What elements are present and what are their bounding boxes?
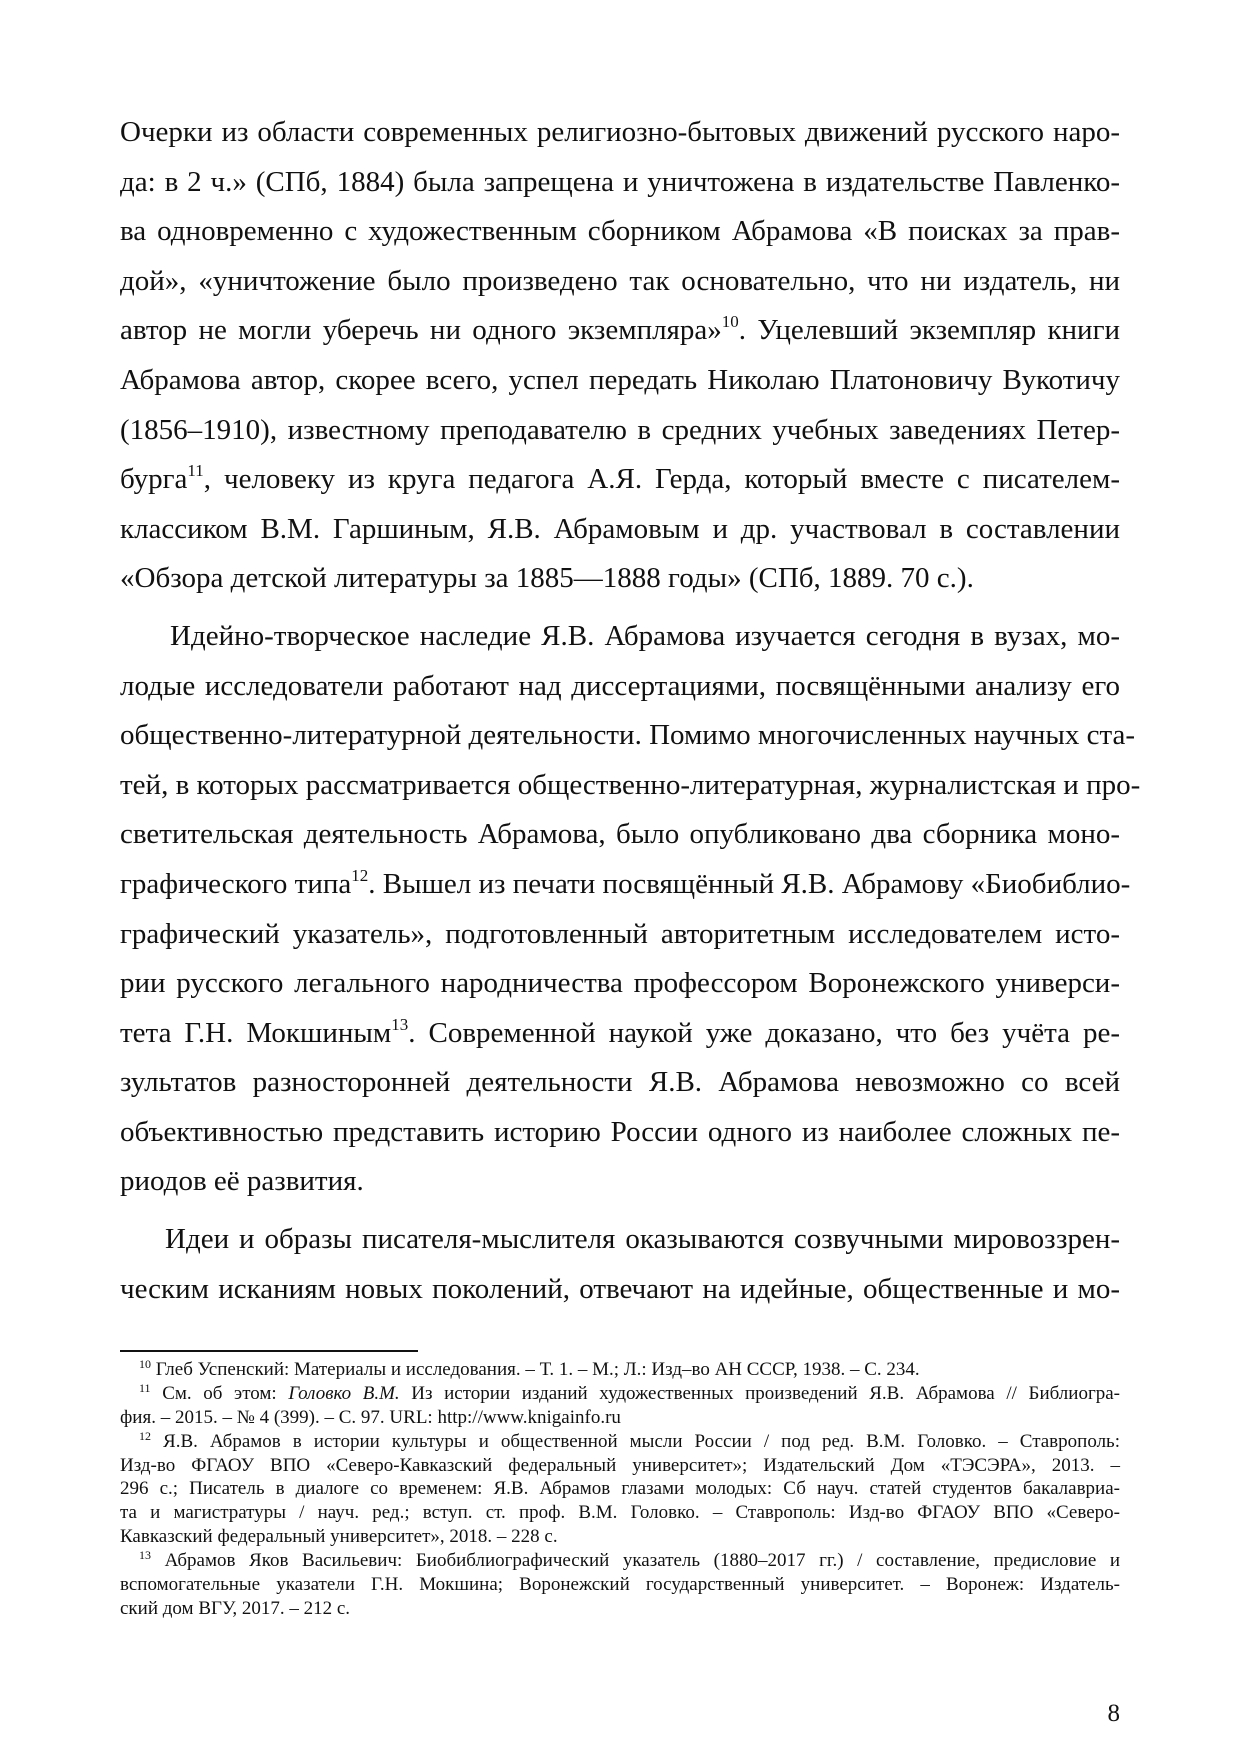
text-line: бурга$^{11}$, человеку из круга педагога А.Я. Герда, который вместе с писателем-	[120, 461, 1120, 496]
text-line: тета Г.Н. Мокшиным$^{13}$. Современной наукой уже доказано, что без учёта ре-	[120, 1014, 1120, 1049]
body-text	[120, 108, 1141, 1314]
text-line: графического типа$^{12}$. Вышел из печати посвящённый Я.В. Абрамову «Биобиблио-	[120, 865, 1131, 900]
footnote-line: ский дом ВГУ, 2017. – 212 с.	[120, 1597, 351, 1619]
text-line: графический указатель», подготовленный авторитетным исследователем исто-	[120, 917, 1120, 950]
footnote-12: $^{12}$ Я.В. Абрамов в истории культуры и общественной мысли России / под ред. В.М. Головко. – Ставрополь:	[139, 1428, 1120, 1452]
footnote-line	[120, 1406, 1120, 1430]
footnote-line: та и магистратуры / науч. ред.; вступ. ст. проф. В.М. Головко. – Ставрополь: Изд-во ФГАОУ ВПО «Северо-	[120, 1502, 1120, 1524]
text-line: объективностью представить историю России одного из наиболее сложных пе-	[120, 1115, 1120, 1148]
footnote-ref-11[interactable]: 11	[187, 461, 204, 481]
footnote-ref-13[interactable]: 13	[391, 1014, 409, 1034]
footnote-10: $^{10}$ Глеб Успенский: Материалы и исследования. – Т. 1. – М.; Л.: Изд–во АН СССР, 1938. – С. 234.	[139, 1357, 920, 1380]
text-line: автор не могли уберечь ни одного экземпляра»$^{10}$. Уцелевший экземпляр книги	[120, 312, 1120, 347]
footnote-ref-10[interactable]: 10	[721, 312, 739, 332]
footnote-line: Кавказский федеральный университет», 2018. – 228 с.	[120, 1526, 558, 1548]
text-line: Абрамова автор, скорее всего, успел передать Николаю Платоновичу Вукотичу	[120, 363, 1120, 396]
text-line: риодов её развития.	[120, 1165, 364, 1198]
text-line: да: в 2 ч.» (СПб, 1884) была запрещена и уничтожена в издательстве Павленко-	[120, 165, 1120, 198]
footnote-line: Изд-во ФГАОУ ВПО «Северо-Кавказский федеральный университет»; Издательский Дом «ТЭСЭРА», 2013. –	[120, 1454, 1120, 1476]
text-line: зультатов разносторонней деятельности Я.В. Абрамова невозможно со всей	[120, 1066, 1120, 1099]
footnote-separator	[120, 1350, 418, 1352]
footnote-line: 296 с.; Писатель в диалоге со временем: Я.В. Абрамов глазами молодых: Сб науч. статей студентов бакалавриа-	[120, 1478, 1120, 1500]
text-line: ва одновременно с художественным сборником Абрамова «В поисках за прав-	[120, 215, 1120, 248]
text-line: дой», «уничтожение было произведено так основательно, что ни издатель, ни	[120, 264, 1120, 297]
text-line: «Обзора детской литературы за 1885—1888 годы» (СПб, 1889. 70 с.).	[120, 562, 974, 595]
text-line: светительская деятельность Абрамова, было опубликовано два сборника моно-	[120, 818, 1120, 851]
text-line: классиком В.М. Гаршиным, Я.В. Абрамовым и др. участвовал в составлении	[120, 512, 1120, 545]
text-line: рии русского легального народничества профессором Воронежского универси-	[120, 967, 1120, 1000]
text-line: общественно-литературной деятельности. Помимо многочисленных научных ста-	[120, 719, 1135, 752]
footnote-line: вспомогательные указатели Г.Н. Мокшина; Воронежский государственный университет. – Воронеж: Издатель-	[120, 1574, 1120, 1596]
text-line: (1856–1910), известному преподавателю в средних учебных заведениях Петер-	[120, 413, 1120, 446]
text-line: тей, в которых рассматривается общественно-литературная, журналистская и про-	[120, 768, 1141, 801]
footnote-13: $^{13}$ Абрамов Яков Васильевич: Биобиблиографический указатель (1880–2017 гг.) / составление, предисловие и	[139, 1548, 1120, 1572]
footnote-11-line2: фия. – 2015. – № 4 (399). – С. 97. URL: http://www.knigainfo.ru	[120, 1406, 621, 1428]
footnote-11: $^{11}$ См. об этом: Головко В.М. Из истории изданий художественных произведений Я.В. Абрамова // Библиогра-	[139, 1380, 1121, 1404]
text-line: лодые исследователи работают над диссертациями, посвящёнными анализу его	[120, 669, 1120, 702]
text-line: ческим исканиям новых поколений, отвечают на идейные, общественные и мо-	[120, 1272, 1120, 1305]
footnotes	[120, 1358, 1120, 1621]
footnote-ref-12[interactable]: 12	[351, 865, 369, 885]
paragraph-start: Идеи и образы писателя-мыслителя оказываются созвучными мировоззрен-	[165, 1223, 1120, 1256]
paragraph-start: Идейно-творческое наследие Я.В. Абрамова изучается сегодня в вузах, мо-	[170, 619, 1120, 652]
page-number: 8	[1107, 1700, 1120, 1727]
text-line: Очерки из области современных религиозно-бытовых движений русского наро-	[120, 116, 1120, 148]
